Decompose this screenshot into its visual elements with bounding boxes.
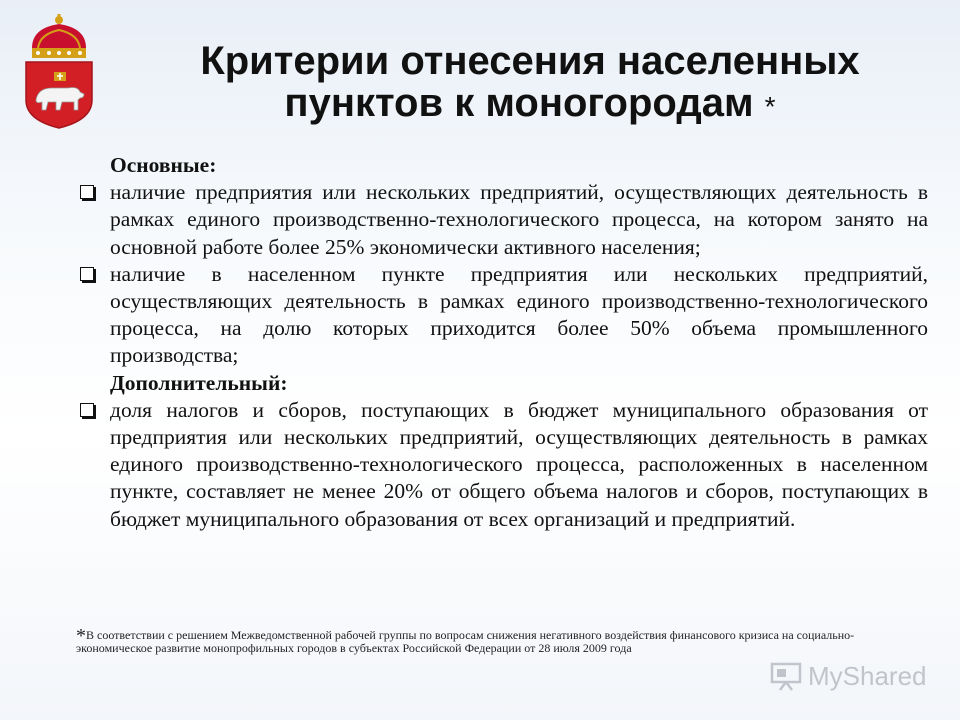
title-asterisk: * bbox=[764, 91, 776, 122]
list-item-text: наличие в населенном пункте предприятия или нескольких предприятий, осуществляющих деятельность в рамках единого производственно-технологического процесса, на долю которых приходится более 50% объема промышленного производства; bbox=[110, 261, 928, 368]
footnote-asterisk: * bbox=[76, 625, 86, 647]
section-heading-main: Основные: bbox=[110, 153, 217, 177]
list-item-text: наличие предприятия или нескольких предприятий, осуществляющих деятельность в рамках единого производственно-технологического процесса, на котором занято на основной работе более 25% экономически активного населения; bbox=[110, 180, 928, 259]
checkbox-bullet-icon bbox=[80, 185, 94, 199]
list-item bbox=[78, 261, 928, 370]
bear-icon bbox=[36, 88, 84, 111]
page-title bbox=[150, 40, 910, 128]
footnote bbox=[76, 625, 876, 655]
title-line-2 bbox=[150, 82, 910, 128]
checkbox-bullet-icon bbox=[80, 267, 94, 281]
list-item bbox=[78, 397, 928, 533]
crown-icon bbox=[32, 14, 86, 58]
section-heading-additional: Дополнительный: bbox=[110, 370, 288, 395]
footnote-text: В соответствии с решением Межведомственной рабочей группы по вопросам снижения негативного воздействия финансового кризиса на социально-экономическое развитие монопрофильных городов в субъектах Российской Федерации от 28 июля 2009 года bbox=[76, 628, 855, 655]
presentation-screen-icon bbox=[770, 661, 804, 691]
perm-coat-of-arms-icon bbox=[22, 14, 96, 130]
watermark bbox=[770, 660, 927, 692]
list-item bbox=[78, 179, 928, 261]
title-line-1: Критерии отнесения населенных bbox=[200, 39, 860, 83]
checkbox-bullet-icon bbox=[80, 403, 94, 417]
criteria-content bbox=[78, 152, 928, 533]
watermark-text: MyShared bbox=[808, 660, 927, 691]
title-line-2-text: пунктов к моногородам bbox=[284, 81, 754, 125]
list-item-text: доля налогов и сборов, поступающих в бюджет муниципального образования от предприятия или нескольких предприятий, осуществляющих деятельность в рамках единого производственно-технологического процесса, расположенных в населенном пункте, составляет не менее 20% от общего объема налогов и сборов, поступающих в бюджет муниципального образования от всех организаций и предприятий. bbox=[110, 397, 928, 531]
